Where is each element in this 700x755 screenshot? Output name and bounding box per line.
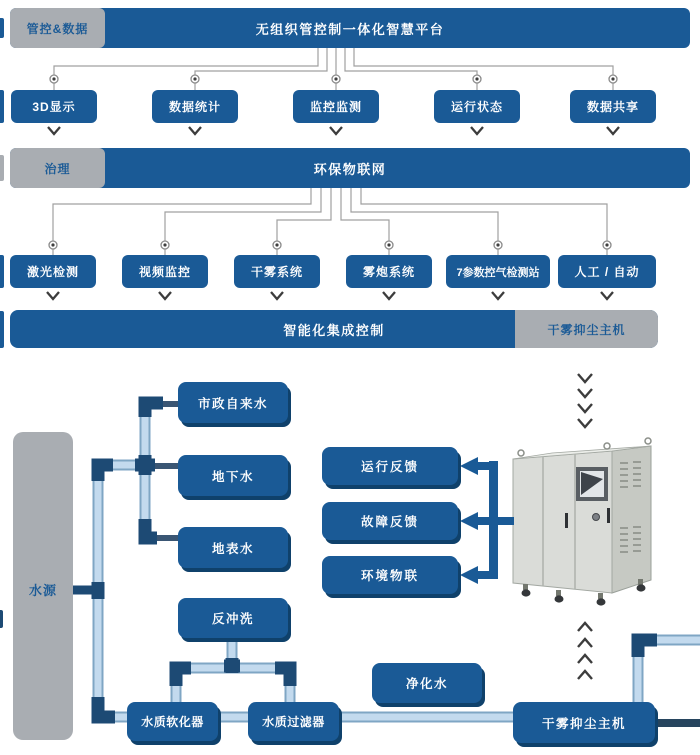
tier2-item-video-surveillance: 视频监控 xyxy=(122,255,208,288)
tier3-title: 智能化集成控制 xyxy=(283,322,385,338)
tier1-platform-bar xyxy=(10,8,690,48)
tier1-tag xyxy=(10,8,105,48)
chevron-down-icons xyxy=(48,127,619,134)
cropped-element-sliver xyxy=(0,18,4,38)
flow-box-water-filter: 水质过滤器 xyxy=(248,702,339,741)
tier2-title: 环保物联网 xyxy=(313,161,387,177)
flow-box-purified-water: 净化水 xyxy=(372,663,482,703)
tier3-host-label: 干雾抑尘主机 xyxy=(547,322,626,337)
tier1-item-data-statistics: 数据统计 xyxy=(152,90,238,123)
flow-box-dry-fog-host: 干雾抑尘主机 xyxy=(513,702,655,743)
tier1-item-data-sharing: 数据共享 xyxy=(570,90,656,123)
water-source-label: 水源 xyxy=(28,583,57,598)
feedback-box-running: 运行反馈 xyxy=(322,447,458,485)
flow-box-backwash: 反冲洗 xyxy=(178,598,288,638)
dust-suppression-machine-image xyxy=(513,438,651,606)
feedback-box-fault: 故障反馈 xyxy=(322,502,458,540)
tier2-item-laser-detection: 激光检测 xyxy=(10,255,96,288)
tier2-iot-bar xyxy=(10,148,690,188)
tier1-tag-label: 管控&数据 xyxy=(26,21,89,36)
feedback-arrows xyxy=(460,457,514,584)
tier3-host-cap xyxy=(515,310,658,348)
cropped-element-sliver xyxy=(0,90,4,123)
tier1-connector-lines xyxy=(54,48,613,90)
flow-box-municipal-water: 市政自来水 xyxy=(178,382,288,423)
tier1-item-running-status: 运行状态 xyxy=(434,90,520,123)
tier1-item-3d-display: 3D显示 xyxy=(11,90,97,123)
cropped-element-sliver xyxy=(0,311,4,348)
water-source-block xyxy=(13,432,73,740)
cropped-element-sliver xyxy=(0,255,4,288)
chevron-up-icons xyxy=(578,623,592,679)
tier2-tag xyxy=(10,148,105,188)
tier2-item-7param-station: 7参数控气检测站 xyxy=(446,255,550,288)
tier2-connector-node-icons xyxy=(49,241,611,249)
tier2-item-dry-fog-system: 干雾系统 xyxy=(234,255,320,288)
tier2-connector-lines xyxy=(53,188,607,255)
flow-box-water-softener: 水质软化器 xyxy=(127,702,218,741)
tier2-tag-label: 治理 xyxy=(44,161,71,176)
feedback-box-environment-iot: 环境物联 xyxy=(322,556,458,594)
tier2-item-manual-auto: 人工 / 自动 xyxy=(558,255,656,288)
cropped-element-sliver xyxy=(0,610,3,628)
chevron-down-icons xyxy=(578,374,592,427)
tier1-item-monitoring: 监控监测 xyxy=(293,90,379,123)
cropped-element-sliver xyxy=(0,155,4,181)
chevron-down-icons xyxy=(47,292,613,299)
flow-box-ground-water: 地下水 xyxy=(178,455,288,496)
flow-box-surface-water: 地表水 xyxy=(178,527,288,568)
tier1-connector-node-icons xyxy=(50,75,617,83)
tier2-item-fog-cannon-system: 雾炮系统 xyxy=(346,255,432,288)
tier1-title: 无组织管控制一体化智慧平台 xyxy=(255,21,445,37)
